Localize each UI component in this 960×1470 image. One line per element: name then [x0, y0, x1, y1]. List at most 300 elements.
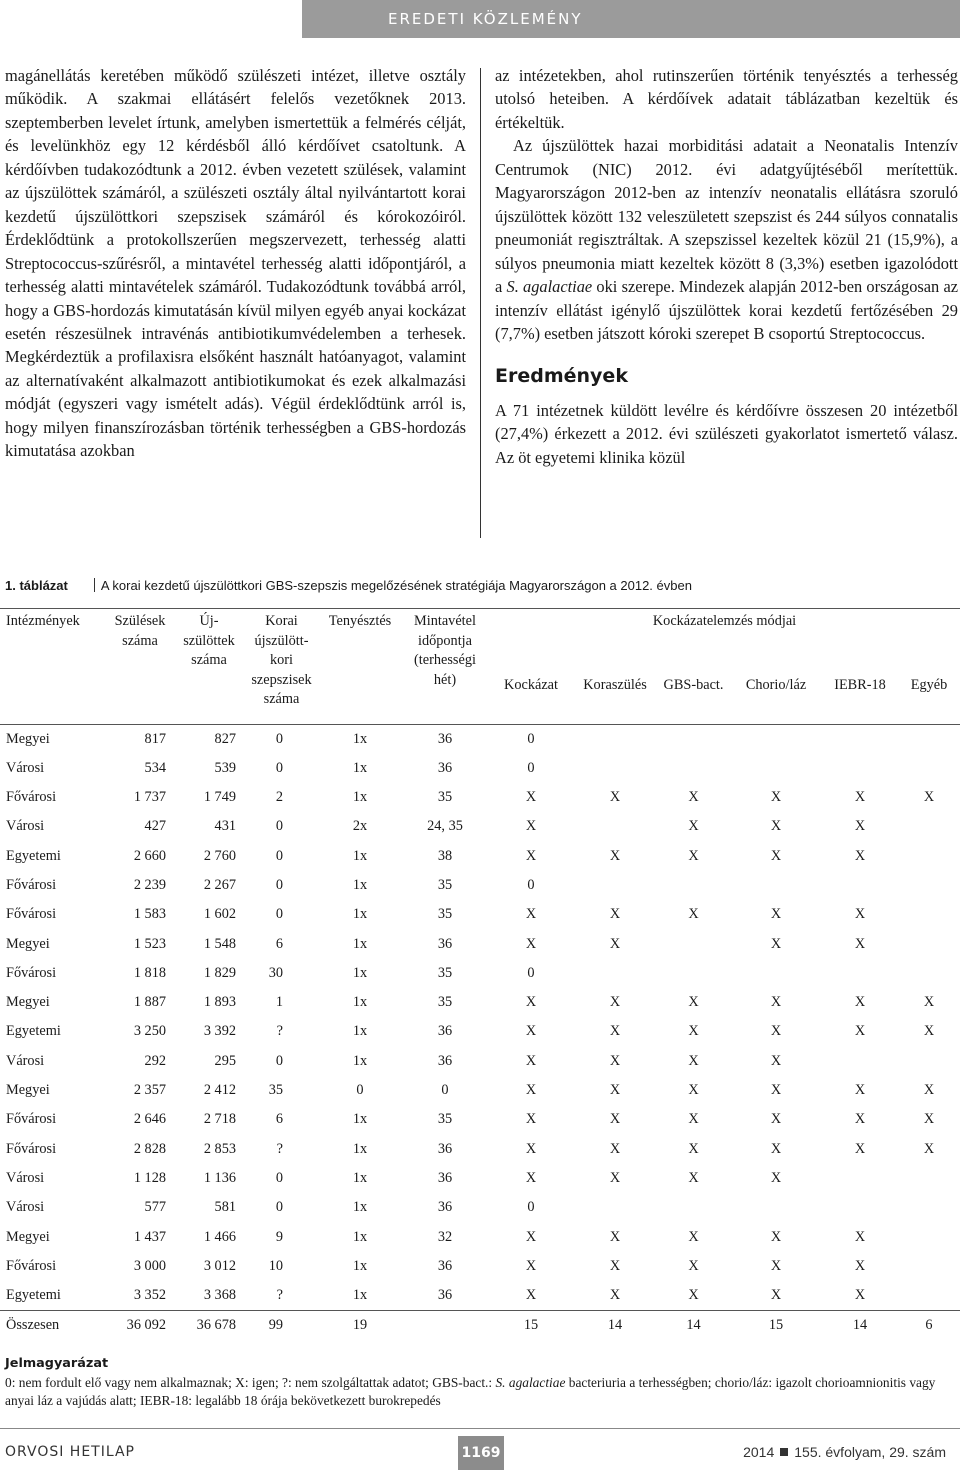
table-cell: X: [609, 1082, 621, 1099]
table-cell: 1 887: [133, 994, 166, 1011]
table-cell: X: [854, 1023, 866, 1040]
table-cell: 3 392: [203, 1023, 236, 1040]
table-body: [0, 724, 960, 1341]
table-cell: X: [525, 1257, 537, 1274]
table-cell: X: [525, 994, 537, 1011]
table-cell: X: [688, 789, 699, 806]
table-cell: 36 092: [100, 1311, 174, 1341]
table-cell: X: [854, 1287, 866, 1304]
table-cell: X: [609, 1052, 621, 1069]
table-cell: [657, 724, 730, 754]
table-cell: X: [609, 1140, 621, 1157]
table-cell: 9: [275, 1228, 283, 1245]
table-cell: [898, 959, 960, 988]
page-footer: [0, 1428, 960, 1470]
table-cell: X: [770, 1287, 782, 1304]
table-cell: [898, 1223, 960, 1252]
table-cell: 35: [437, 964, 453, 981]
total-row: [0, 1311, 960, 1341]
table-cell: 30: [268, 964, 283, 981]
table-cell: 14: [573, 1311, 657, 1341]
table-cell: X: [525, 1052, 537, 1069]
table-cell: X: [854, 1082, 866, 1099]
table-cell: 1 583: [133, 906, 166, 923]
table-row: [0, 1252, 960, 1281]
cell-institution: Városi: [6, 1052, 45, 1069]
legend-species-italic: S. agalactiae: [495, 1374, 566, 1390]
table-cell: X: [854, 935, 866, 952]
table-cell: 1 818: [133, 964, 166, 981]
legend: [5, 1355, 957, 1411]
table-cell: X: [525, 1287, 537, 1304]
table-cell: X: [770, 1052, 782, 1069]
table-cell: X: [770, 847, 782, 864]
table-cell: X: [525, 1023, 537, 1040]
table-cell: 15: [489, 1311, 573, 1341]
table-cell: X: [688, 1082, 699, 1099]
table-cell: [657, 871, 730, 900]
table-cell: 2 760: [203, 847, 236, 864]
table-cell: 36: [437, 1169, 453, 1186]
table-cell: 1 602: [203, 906, 236, 923]
issue-info: [743, 1444, 946, 1460]
table-cell: 0: [527, 876, 535, 893]
data-table: [0, 612, 960, 1341]
cell-institution: Fővárosi: [6, 1140, 57, 1157]
table-cell: 36: [437, 1140, 453, 1157]
table-cell: 2: [275, 789, 283, 806]
table-cell: X: [770, 906, 782, 923]
table-cell: [657, 930, 730, 959]
table-cell: 1x: [352, 1199, 368, 1216]
table-cell: X: [923, 1023, 935, 1040]
table-cell: 36: [437, 759, 453, 776]
table-cell: [730, 871, 822, 900]
table-cell: 1x: [352, 906, 368, 923]
column-divider: [480, 68, 481, 538]
table-cell: X: [609, 1228, 621, 1245]
table-cell: X: [688, 1023, 699, 1040]
table-cell: [898, 812, 960, 841]
table-cell: X: [688, 906, 699, 923]
th-risk-group: Kockázatelemzés módjai: [652, 613, 797, 629]
table-cell: 2 828: [133, 1140, 166, 1157]
table-cell: X: [609, 847, 621, 864]
table-cell: [898, 930, 960, 959]
section-header: [302, 0, 960, 38]
table-cell: 1 523: [133, 935, 166, 952]
table-row: [0, 1047, 960, 1076]
table-title: A korai kezdetű újszülöttkori GBS-szepszis megelőzésének stratégiája Magyarországon a 2012. évben: [100, 578, 692, 593]
table-cell: X: [770, 1140, 782, 1157]
table-cell: 3 352: [133, 1287, 166, 1304]
table-cell: 1x: [352, 789, 368, 806]
table-row: [0, 1164, 960, 1193]
table-cell: 1x: [352, 1052, 368, 1069]
footer-rule: [0, 1428, 960, 1429]
table-cell: [730, 959, 822, 988]
table-cell: X: [609, 1287, 621, 1304]
table-cell: 817: [144, 730, 166, 747]
table-top-rule: [0, 608, 960, 609]
table-cell: 2 267: [203, 876, 236, 893]
table-cell: 36 678: [174, 1311, 244, 1341]
table-cell: [898, 724, 960, 754]
table-cell: X: [923, 789, 935, 806]
right-paragraph-1: az intézetekben, ahol rutinszerűen történik tenyésztés a terhesség utolsó heteiben. A kérdőívek adatait táblázatban kezeltük és értékeltük.: [495, 66, 958, 132]
left-column: [5, 64, 466, 463]
table-cell: 2 646: [133, 1111, 166, 1128]
table-cell: X: [688, 818, 699, 835]
table-cell: 3 000: [133, 1257, 166, 1274]
p2-text-b: oki szerepe. Mindezek alapján 2012-ben országosan az intenzív ellátást igénylő újszülöttek korai kezdetű fertőzésében 29 (7,7%) esetben játszott kóroki szerepet B csoportú Streptococcus.: [495, 277, 959, 343]
table-cell: 0: [275, 1052, 283, 1069]
square-bullet-icon: [780, 1448, 788, 1456]
table-cell: 2 660: [133, 847, 166, 864]
table-cell: [657, 754, 730, 783]
cell-institution: Városi: [6, 759, 45, 776]
table-cell: 1x: [352, 876, 368, 893]
table-cell: X: [854, 847, 866, 864]
table-cell: 827: [214, 730, 236, 747]
table-cell: [822, 754, 898, 783]
right-paragraph-3: A 71 intézetnek küldött levélre és kérdőívre összesen 20 intézetből (27,4%) érkezett a 2012. évi szülészeti gyakorlatot ismertető válasz. Az öt egyetemi klinika közül: [495, 400, 958, 467]
table-cell: 2 718: [203, 1111, 236, 1128]
th-iebr: IEBR-18: [834, 676, 886, 693]
table-cell: 1 136: [203, 1169, 236, 1186]
table-cell: X: [609, 1023, 621, 1040]
table-cell: 0: [275, 906, 283, 923]
p2-text-a: Az újszülöttek hazai morbiditási adatait a Neonatalis Intenzív Centrumok (NIC) 2012. évi adatgyűjtéséből merítettük. Magyarországon 2012-ben az intenzív neonatalis ellátásra szoruló újszülöttek között 132 veleszületett szepszist és 244 súlyos connatalis pneumoniát regisztráltak. A szepszissel kezeltek közül 21 (15,9%), a súlyos pneumonia miatt kezeltek között 8 (3,3%) esetben igazolódott a: [495, 136, 958, 297]
table-cell: 0: [527, 1199, 535, 1216]
table-cell: X: [525, 1140, 537, 1157]
table-cell: 35: [437, 1111, 453, 1128]
table-cell: [730, 724, 822, 754]
table-row: [0, 1105, 960, 1134]
table-cell: [822, 1047, 898, 1076]
table-cell: 1x: [352, 1140, 368, 1157]
th-sampling: Mintavétel időpontja (terhességi hét): [414, 613, 476, 688]
table-cell: X: [525, 1169, 537, 1186]
cell-institution: Fővárosi: [6, 1111, 57, 1128]
table-row: [0, 871, 960, 900]
table-cell: X: [609, 789, 621, 806]
table-cell: [898, 900, 960, 929]
table-cell: X: [770, 789, 782, 806]
cell-institution: Megyei: [6, 1082, 50, 1099]
table-cell: X: [770, 1257, 782, 1274]
table-cell: 2x: [352, 818, 368, 835]
table-cell: X: [609, 1111, 621, 1128]
table-cell: X: [770, 818, 782, 835]
table-cell: X: [609, 935, 621, 952]
table-cell: 1 128: [133, 1169, 166, 1186]
table-cell: X: [770, 1082, 782, 1099]
table-cell: [573, 959, 657, 988]
table-cell: 0: [356, 1082, 364, 1099]
cell-institution: Egyetemi: [6, 1023, 61, 1040]
table-cell: 6: [275, 1111, 283, 1128]
table-row: [0, 812, 960, 841]
table-cell: X: [854, 1257, 866, 1274]
table-cell: [898, 1252, 960, 1281]
table-cell: X: [688, 1257, 699, 1274]
table-cell: 36: [437, 730, 453, 747]
table-cell: 32: [437, 1228, 453, 1245]
table-cell: X: [609, 1257, 621, 1274]
table-cell: 35: [437, 876, 453, 893]
cell-institution: Fővárosi: [6, 789, 57, 806]
table-cell: 581: [214, 1199, 236, 1216]
th-early-sepsis: Korai újszülött-kori szepszisek száma: [251, 613, 312, 707]
table-cell: [822, 959, 898, 988]
th-chorio: Chorio/láz: [745, 676, 807, 693]
table-cell: ?: [276, 1287, 283, 1304]
table-cell: X: [854, 1111, 866, 1128]
table-cell: [898, 1281, 960, 1311]
cell-institution: Összesen: [0, 1311, 100, 1341]
table-cell: X: [688, 994, 699, 1011]
section-label: EREDETI KÖZLEMÉNY: [388, 10, 583, 28]
table-cell: X: [525, 847, 537, 864]
table-cell: X: [770, 994, 782, 1011]
table-cell: 0: [275, 759, 283, 776]
table-cell: 19: [319, 1311, 401, 1341]
table-cell: 2 853: [203, 1140, 236, 1157]
table-cell: 1x: [352, 964, 368, 981]
table-cell: X: [525, 935, 537, 952]
th-preterm: Koraszülés: [583, 676, 647, 693]
table-cell: 1 737: [133, 789, 166, 806]
table-cell: 1 466: [203, 1228, 236, 1245]
table-cell: 292: [144, 1052, 166, 1069]
table-cell: [822, 1164, 898, 1193]
table-cell: [657, 959, 730, 988]
table-cell: [573, 871, 657, 900]
table-cell: X: [923, 1111, 935, 1128]
cell-institution: Fővárosi: [6, 1257, 57, 1274]
legend-text: [5, 1374, 957, 1411]
cell-institution: Városi: [6, 1199, 45, 1216]
table-cell: [730, 1193, 822, 1222]
table-cell: [401, 1311, 489, 1341]
table-cell: 36: [437, 935, 453, 952]
cell-institution: Fővárosi: [6, 876, 57, 893]
table-row: [0, 1017, 960, 1046]
table-cell: 10: [268, 1257, 283, 1274]
table-cell: X: [525, 789, 537, 806]
table-cell: 1x: [352, 759, 368, 776]
legend-text-a: 0: nem fordult elő vagy nem alkalmaznak; X: igen; ?: nem szolgáltattak adatot; GBS-bact.:: [5, 1374, 496, 1390]
table-cell: [573, 1193, 657, 1222]
cell-institution: Megyei: [6, 730, 50, 747]
table-cell: [822, 871, 898, 900]
table-cell: 35: [437, 994, 453, 1011]
cell-institution: Megyei: [6, 935, 50, 952]
cell-institution: Fővárosi: [6, 906, 57, 923]
table-cell: 1 829: [203, 964, 236, 981]
table-row: [0, 988, 960, 1017]
table-cell: 35: [268, 1082, 283, 1099]
issue-year: 2014: [743, 1444, 775, 1460]
table-cell: 1x: [352, 730, 368, 747]
table-row: [0, 842, 960, 871]
legend-text-b: bacteriuria a terhességben; chorio/láz: igazolt chorioamnionitis vagy anyai láz a vajúdás alatt; IEBR-18: legalább 18 órája bekövetkezett burokrepedés: [5, 1374, 936, 1408]
table-cell: 15: [730, 1311, 822, 1341]
table-label: 1. táblázat: [5, 578, 68, 593]
legend-title: Jelmagyarázat: [5, 1356, 109, 1371]
table-row: [0, 783, 960, 812]
table-cell: X: [525, 1111, 537, 1128]
table-cell: X: [854, 818, 866, 835]
table-cell: 1 893: [203, 994, 236, 1011]
table-caption: [5, 578, 955, 593]
table-cell: [822, 1193, 898, 1222]
table-cell: 295: [214, 1052, 236, 1069]
table-cell: X: [923, 1082, 935, 1099]
table-cell: X: [525, 818, 537, 835]
table-cell: 1x: [352, 1228, 368, 1245]
table-cell: X: [688, 1052, 699, 1069]
table-cell: 1x: [352, 1023, 368, 1040]
table-cell: X: [770, 1169, 782, 1186]
table-cell: 14: [822, 1311, 898, 1341]
table-cell: 0: [527, 964, 535, 981]
table-cell: [573, 812, 657, 841]
table-cell: 1x: [352, 1257, 368, 1274]
table-cell: 2 412: [203, 1082, 236, 1099]
table-cell: X: [854, 1228, 866, 1245]
table-cell: X: [854, 1140, 866, 1157]
table-cell: 1x: [352, 847, 368, 864]
p2-species-italic: S. agalactiae: [506, 277, 593, 297]
table-cell: [573, 754, 657, 783]
table-cell: 577: [144, 1199, 166, 1216]
table-cell: X: [770, 1023, 782, 1040]
table-row: [0, 930, 960, 959]
th-risk: Kockázat: [504, 676, 558, 693]
table-cell: X: [770, 935, 782, 952]
table-cell: 2 239: [133, 876, 166, 893]
table-cell: 3 012: [203, 1257, 236, 1274]
table-cell: 6: [275, 935, 283, 952]
table-cell: 431: [214, 818, 236, 835]
table-cell: 38: [437, 847, 453, 864]
table-cell: 0: [275, 876, 283, 893]
table-row: [0, 724, 960, 754]
caption-divider: [94, 578, 95, 592]
table-cell: X: [609, 906, 621, 923]
table-cell: X: [770, 1228, 782, 1245]
table-cell: X: [525, 1082, 537, 1099]
table-cell: X: [688, 1140, 699, 1157]
cell-institution: Városi: [6, 818, 45, 835]
table-row: [0, 900, 960, 929]
table-cell: X: [609, 994, 621, 1011]
cell-institution: Egyetemi: [6, 847, 61, 864]
table-cell: 36: [437, 1287, 453, 1304]
table-cell: 6: [898, 1311, 960, 1341]
table-cell: 0: [527, 759, 535, 776]
cell-institution: Városi: [6, 1169, 45, 1186]
table-cell: 36: [437, 1052, 453, 1069]
table-cell: [898, 1047, 960, 1076]
table-cell: 99: [244, 1311, 319, 1341]
table-cell: [898, 1193, 960, 1222]
table-cell: X: [688, 1287, 699, 1304]
th-other: Egyéb: [910, 676, 948, 693]
table-cell: X: [525, 906, 537, 923]
table-cell: 1: [275, 994, 283, 1011]
table-cell: 1x: [352, 1287, 368, 1304]
cell-institution: Megyei: [6, 1228, 50, 1245]
table-cell: 3 250: [133, 1023, 166, 1040]
table-cell: X: [770, 1111, 782, 1128]
table-cell: 0: [275, 847, 283, 864]
table-cell: X: [923, 994, 935, 1011]
table-cell: 0: [275, 818, 283, 835]
table-cell: 36: [437, 1023, 453, 1040]
table-cell: X: [609, 1169, 621, 1186]
table-cell: 2 357: [133, 1082, 166, 1099]
table-row: [0, 1281, 960, 1311]
table-row: [0, 754, 960, 783]
table-cell: [898, 871, 960, 900]
table-cell: 36: [437, 1199, 453, 1216]
cell-institution: Megyei: [6, 994, 50, 1011]
header-spacer: [0, 710, 960, 725]
table-cell: X: [854, 789, 866, 806]
table-cell: 1 749: [203, 789, 236, 806]
table-cell: 1x: [352, 1111, 368, 1128]
table-cell: X: [854, 994, 866, 1011]
table-cell: 36: [437, 1257, 453, 1274]
table-cell: 534: [144, 759, 166, 776]
table-cell: 35: [437, 906, 453, 923]
table-cell: [730, 754, 822, 783]
table-cell: X: [688, 1111, 699, 1128]
table-cell: 1 548: [203, 935, 236, 952]
table-cell: 35: [437, 789, 453, 806]
table-cell: 1x: [352, 935, 368, 952]
table-cell: X: [688, 1228, 699, 1245]
table-cell: 0: [275, 1169, 283, 1186]
table-cell: 24, 35: [427, 818, 463, 835]
table-cell: 0: [527, 730, 535, 747]
table-cell: 427: [144, 818, 166, 835]
issue-volume: 155. évfolyam, 29. szám: [794, 1444, 946, 1460]
table-cell: X: [688, 847, 699, 864]
table-cell: X: [688, 1169, 699, 1186]
cell-institution: Egyetemi: [6, 1287, 61, 1304]
table-cell: [898, 842, 960, 871]
table-cell: 3 368: [203, 1287, 236, 1304]
table-cell: 14: [657, 1311, 730, 1341]
right-column: [495, 64, 958, 469]
th-births: Szülések száma: [114, 613, 166, 649]
journal-name: ORVOSI HETILAP: [5, 1444, 135, 1460]
th-culture: Tenyésztés: [328, 613, 392, 629]
table-cell: ?: [276, 1140, 283, 1157]
cell-institution: Fővárosi: [6, 964, 57, 981]
table-cell: [657, 1193, 730, 1222]
left-paragraph: magánellátás keretében működő szülészeti intézet, illetve osztály működik. A szakmai ellátásért felelős vezetőknek 2013. szeptemberben levelet írtunk, amelyben ismertettük a felmérés célját, és levelünkhöz egy 12 kérdésből álló kérdőívet csatoltunk. A kérdőívben tudakozódtunk a 2012. évben vezetett szülések, valamint az újszülöttek számáról, a szülészeti osztály által nyilvántartott korai kezdetű újszülöttkori szepszisek számáról és kórokozóiról. Érdeklődtünk a protokollszerűen megszervezett, terhesség alatti Streptococcus-szűrésről, a mintavétel terhesség alatti időpontjáról, a terhesség alatti mintavételek számáról. Tudakozódtunk továbbá arról, hogy a GBS-hordozás kimutatásán kívül milyen egyéb anyai kockázat esetén részesülnek intravénás antibiotikumvédelemben a terhesek. Megkérdeztük a profilaxisra elsőként használt hatóanyagot, valamint az alternatívaként alkalmazott antibiotikumokat és ezek alkalmazási módját (egyszeri vagy ismételt adás). Végül érdeklődtünk arról is, hogy milyen finanszírozásban történik terhességben a GBS-hordozás kimutatása azokban: [5, 66, 466, 461]
table-cell: 0: [275, 1199, 283, 1216]
table-cell: 1 437: [133, 1228, 166, 1245]
table-cell: [822, 724, 898, 754]
table-cell: X: [854, 906, 866, 923]
table-cell: 1x: [352, 1169, 368, 1186]
